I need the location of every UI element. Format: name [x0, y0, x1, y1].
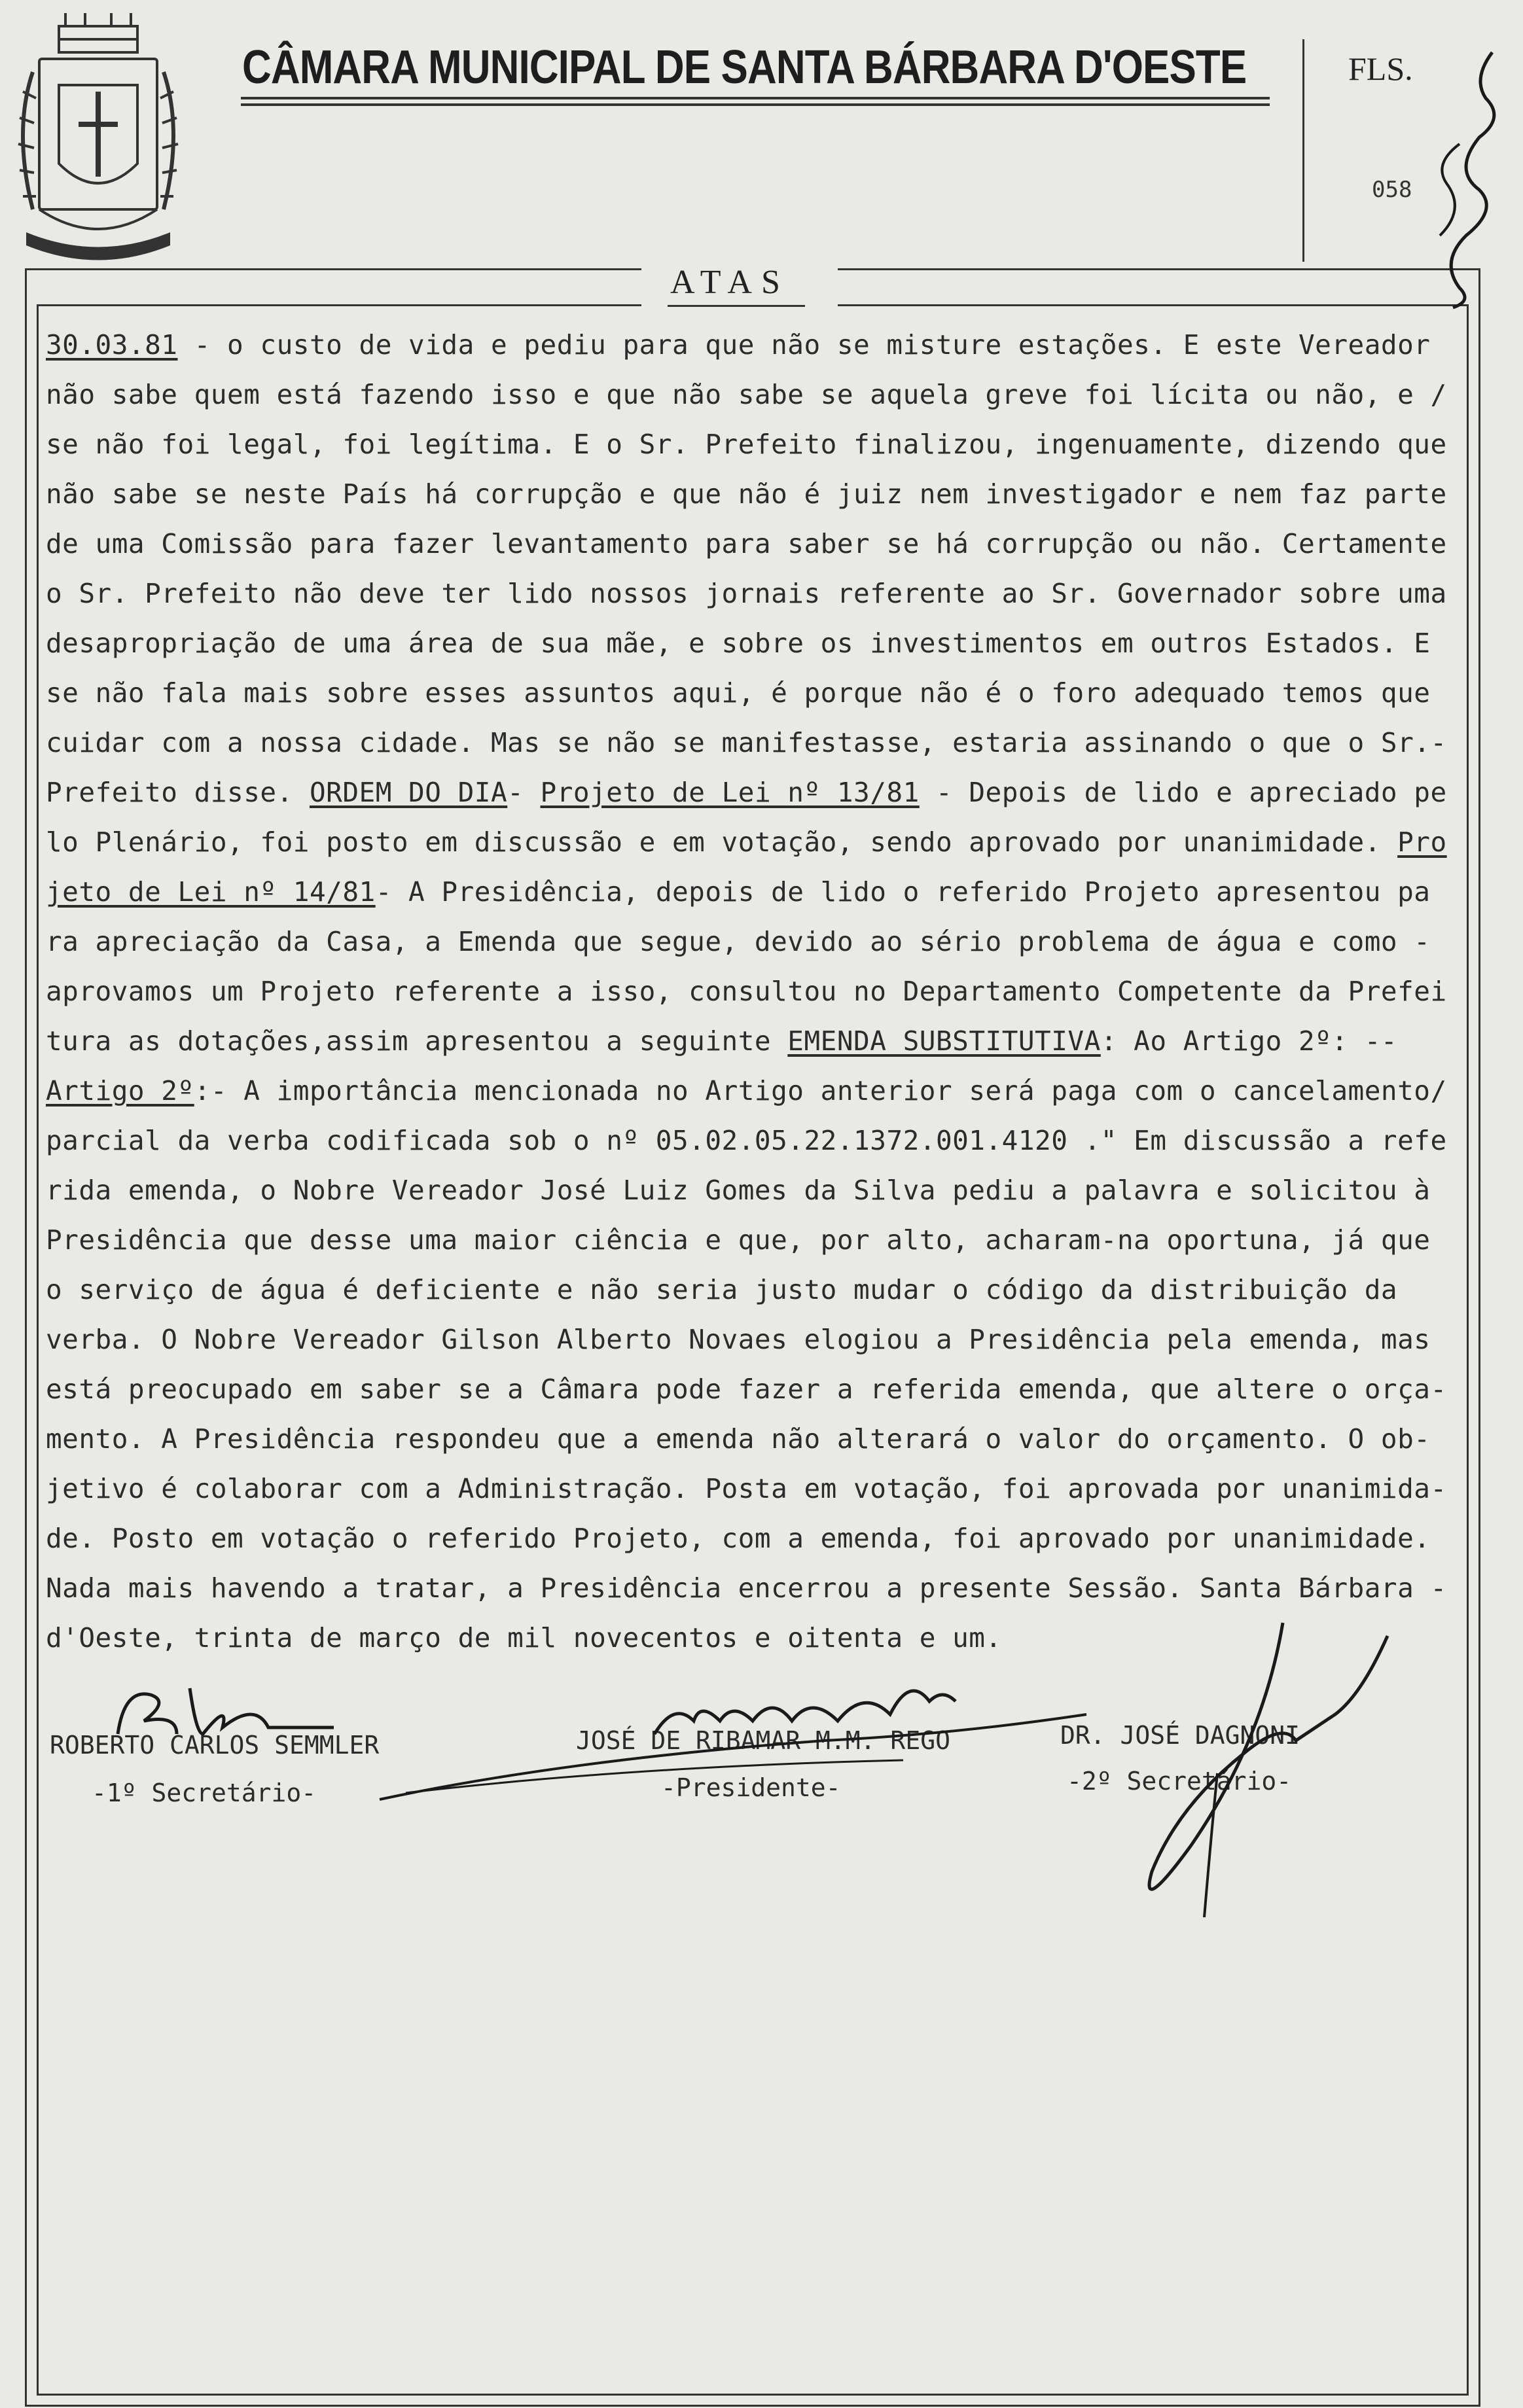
- text-line: mento. A Presidência respondeu que a emenda não alterará o valor do orçamento. O ob-: [46, 1423, 1431, 1455]
- text-line: não sabe quem está fazendo isso e que não sabe se aquela greve foi lícita ou não, e /: [46, 379, 1447, 410]
- text-line: de. Posto em votação o referido Projeto, com a emenda, foi aprovado por unanimidade.: [46, 1523, 1431, 1554]
- text-line: ra apreciação da Casa, a Emenda que segue, devido ao sério problema de água e como -: [46, 926, 1431, 957]
- text-line: está preocupado em saber se a Câmara pode fazer a referida emenda, que altere o orça-: [46, 1373, 1447, 1405]
- page-number: 058: [1372, 177, 1412, 203]
- left-signature-icon: [98, 1662, 347, 1760]
- text-line: d'Oeste, trinta de março de mil novecentos e oitenta e um.: [46, 1622, 1002, 1654]
- right-signatory-name: DR. JOSÉ DAGNONI: [1060, 1721, 1300, 1750]
- president-signature-icon: [367, 1662, 1100, 1813]
- article-reference: Artigo 2º: [46, 1075, 194, 1107]
- right-signature-icon: [1100, 1610, 1440, 1937]
- title-rule: [241, 97, 1270, 99]
- text-line: Artigo 2º:- A importância mencionada no Artigo anterior será paga com o cancelamento/: [46, 1075, 1447, 1107]
- text-line: Presidência que desse uma maior ciência e que, por alto, acharam-na oportuna, já que: [46, 1224, 1431, 1256]
- text-line: verba. O Nobre Vereador Gilson Alberto Novaes elogiou a Presidência pela emenda, mas: [46, 1324, 1431, 1355]
- bill-reference: Pro: [1397, 826, 1447, 858]
- left-signatory-role: -1º Secretário-: [92, 1779, 317, 1807]
- left-signatory-name: ROBERTO CARLOS SEMMLER: [50, 1731, 380, 1760]
- text-line: cuidar com a nossa cidade. Mas se não se manifestasse, estaria assinando o que o Sr.-: [46, 727, 1447, 758]
- section-title: ATAS: [670, 264, 789, 301]
- text-line: Prefeito disse. ORDEM DO DIA- Projeto de Lei nº 13/81 - Depois de lido e apreciado pe: [46, 777, 1447, 808]
- text-line: rida emenda, o Nobre Vereador José Luiz Gomes da Silva pediu a palavra e solicitou à: [46, 1175, 1431, 1206]
- institution-title: CÂMARA MUNICIPAL DE SANTA BÁRBARA D'OESTE: [242, 41, 1247, 94]
- text-line: tura as dotações,assim apresentou a seguinte EMENDA SUBSTITUTIVA: Ao Artigo 2º: --: [46, 1025, 1398, 1057]
- amendment-heading: EMENDA SUBSTITUTIVA: [787, 1025, 1101, 1057]
- bill-reference: Projeto de Lei nº 13/81: [540, 777, 920, 808]
- text-line: jeto de Lei nº 14/81- A Presidência, depois de lido o referido Projeto apresentou pa: [46, 876, 1431, 908]
- right-signatory-role: -2º Secretário-: [1067, 1767, 1292, 1796]
- text-line: Nada mais havendo a tratar, a Presidência encerrou a presente Sessão. Santa Bárbara -: [46, 1572, 1447, 1604]
- text-line: o Sr. Prefeito não deve ter lido nossos jornais referente ao Sr. Governador sobre uma: [46, 578, 1447, 609]
- date-reference: 30.03.81: [46, 329, 178, 361]
- agenda-heading: ORDEM DO DIA: [309, 777, 508, 808]
- text-line: se não fala mais sobre esses assuntos aqui, é porque não é o foro adequado temos que: [46, 677, 1431, 709]
- bill-reference: jeto de Lei nº 14/81: [46, 876, 376, 908]
- text-line: parcial da verba codificada sob o nº 05.02.05.22.1372.001.4120 ." Em discussão a refe: [46, 1125, 1447, 1156]
- text-line: de uma Comissão para fazer levantamento para saber se há corrupção ou não. Certamente: [46, 528, 1447, 559]
- center-signatory-role: -Presidente-: [661, 1773, 841, 1802]
- section-title-underline: [668, 305, 805, 307]
- text-line: não sabe se neste País há corrupção e que não é juiz nem investigador e nem faz parte: [46, 478, 1447, 510]
- fls-divider: [1302, 39, 1304, 262]
- coat-of-arms-icon: [13, 13, 183, 262]
- margin-initials-icon: [1414, 39, 1518, 314]
- text-line: o serviço de água é deficiente e não seria justo mudar o código da distribuição da: [46, 1274, 1398, 1305]
- text-line: lo Plenário, foi posto em discussão e em votação, sendo aprovado por unanimidade. Pro: [46, 826, 1447, 858]
- fls-label: FLS.: [1348, 50, 1413, 87]
- text-line: se não foi legal, foi legítima. E o Sr. Prefeito finalizou, ingenuamente, dizendo que: [46, 429, 1447, 460]
- text-line: jetivo é colaborar com a Administração. Posta em votação, foi aprovada por unanimida-: [46, 1473, 1447, 1504]
- center-signatory-name: JOSÉ DE RIBAMAR M.M. REGO: [576, 1726, 950, 1755]
- title-rule: [241, 103, 1270, 106]
- text-line: desapropriação de uma área de sua mãe, e sobre os investimentos em outros Estados. E: [46, 628, 1431, 659]
- text-line: aprovamos um Projeto referente a isso, consultou no Departamento Competente da Prefei: [46, 976, 1447, 1007]
- text-line: 30.03.81 - o custo de vida e pediu para que não se misture estações. E este Vereador: [46, 329, 1431, 361]
